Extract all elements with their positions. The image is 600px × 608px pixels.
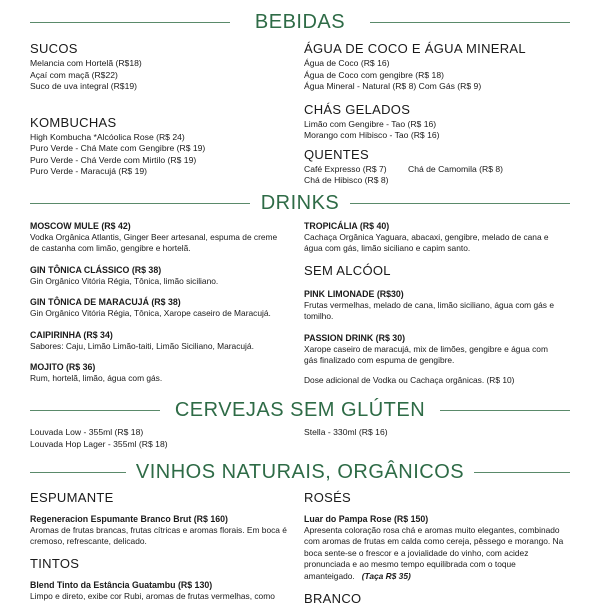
category-tintos: TINTOS	[30, 555, 80, 571]
drink-title: PINK LIMONADE (R$30)	[304, 288, 404, 299]
cervejas-right-column	[304, 427, 564, 439]
section-title-drinks: DRINKS	[251, 192, 350, 214]
menu-item: Puro Verde - Chá Verde com Mirtilo (R$ 19)	[30, 154, 197, 165]
category-kombuchas: KOMBUCHAS	[30, 114, 117, 130]
menu-item: Chá de Camomila (R$ 8)	[408, 163, 504, 174]
wine-description: cremoso, refrescante, delicado.	[30, 536, 147, 547]
menu-item: Suco de uva integral (R$19)	[30, 81, 138, 91]
drink-description: Rum, hortelã, limão, água com gás.	[30, 373, 163, 384]
menu-item: Água de Coco com gengibre (R$ 18)	[304, 69, 444, 80]
menu-item: Morango com Hibisco - Tao (R$ 16)	[304, 130, 440, 140]
category-espumante: ESPUMANTE	[30, 490, 114, 505]
category-branco: BRANCO	[304, 591, 362, 607]
vinhos-right-column	[304, 490, 574, 608]
section-header-drinks	[0, 190, 600, 216]
section-header-bebidas	[0, 9, 600, 35]
menu-item: Stella - 330ml (R$ 16)	[304, 427, 388, 437]
wine-description: pronunciada e ao mesmo tempo equilibrada com o toque	[304, 559, 516, 570]
menu-item: Água Mineral - Natural (R$ 8) Com Gás (R$ 9)	[304, 81, 482, 91]
wine-description-end: amanteigado.	[304, 570, 355, 581]
drink-description: gás finalizado com espuma de gengibre.	[304, 355, 455, 366]
wine-description: Limpo e direto, exibe cor Rubi, aromas de frutas vermelhas, como	[30, 590, 275, 601]
menu-item: Louvada Hop Lager - 355ml (R$ 18)	[30, 438, 168, 449]
section-title-cervejas: CERVEJAS SEM GLÚTEN	[165, 399, 435, 421]
drinks-right-column	[304, 220, 574, 387]
category-roses: ROSÉS	[304, 490, 352, 505]
drink-description: Gin Orgânico Vitória Régia, Tônica, Xarope caseiro de Maracujá.	[30, 308, 271, 319]
drink-description: Gin Orgânico Vitória Régia, Tônica, limão siciliano.	[30, 275, 219, 286]
menu-item: Chá de Hibisco (R$ 8)	[304, 175, 389, 185]
wine-description: com aromas de frutas em calda como cereja, pêssego e morango. Na	[304, 536, 564, 547]
category-quentes: QUENTES	[304, 146, 369, 162]
wine-title: Regeneracion Espumante Branco Brut (R$ 160)	[30, 514, 228, 524]
drink-title: TROPICÁLIA (R$ 40)	[304, 221, 390, 231]
section-header-cervejas	[0, 397, 600, 423]
menu-item: Açaí com maçã (R$22)	[30, 69, 118, 80]
bebidas-right-column	[304, 41, 574, 187]
category-sucos: SUCOS	[30, 41, 78, 56]
drink-title: MOSCOW MULE (R$ 42)	[30, 221, 131, 231]
wine-description: Apresenta coloração rosa chá e aromas muito elegantes, combinado	[304, 525, 560, 535]
wine-description: Aromas de frutas brancas, frutas cítricas e aromas florais. Em boca é	[30, 525, 287, 535]
drink-title: GIN TÔNICA DE MARACUJÁ (R$ 38)	[30, 297, 181, 308]
drinks-left-column	[30, 220, 300, 384]
drink-title: CAIPIRINHA (R$ 34)	[30, 329, 113, 340]
section-title-vinhos: VINHOS NATURAIS, ORGÂNICOS	[126, 461, 474, 483]
menu-item: High Kombucha *Alcóolica Rose (R$ 24)	[30, 131, 185, 142]
drink-title: MOJITO (R$ 36)	[30, 362, 96, 373]
wine-description	[304, 571, 574, 582]
drink-description: Frutas vermelhas, melado de cana, limão siciliano, água com gás e	[304, 299, 554, 310]
wine-description: boca sente-se o frescor e a jovialidade do vinho, com acidez	[304, 547, 529, 558]
drink-description: água com gás, limão siciliano e capim santo.	[304, 243, 471, 254]
cervejas-left-column	[30, 427, 290, 450]
drink-description: Cachaça Orgânica Yaguara, abacaxi, gengibre, melado de cana e	[304, 232, 549, 242]
drink-description: tomilho.	[304, 311, 334, 322]
drink-description: Xarope caseiro de maracujá, mix de limões, gengibre e água com	[304, 343, 548, 354]
menu-item: Café Expresso (R$ 7)	[304, 163, 387, 174]
menu-item: Louvada Low - 355ml (R$ 18)	[30, 427, 144, 437]
wine-title: Luar do Pampa Rose (R$ 150)	[304, 514, 429, 524]
wine-title: Blend Tinto da Estância Guatambu (R$ 130)	[30, 579, 213, 590]
category-sem-alcool: SEM ALCÓOL	[304, 262, 391, 278]
dose-note: Dose adicional de Vodka ou Cachaça orgânicas. (R$ 10)	[304, 375, 515, 386]
menu-item: Água de Coco (R$ 16)	[304, 58, 390, 68]
vinhos-left-column	[30, 490, 300, 602]
menu-item: Puro Verde - Maracujá (R$ 19)	[30, 166, 148, 176]
drink-description: Sabores: Caju, Limão Limão-taiti, Limão Siciliano, Maracujá.	[30, 340, 254, 351]
menu-item: Puro Verde - Chá Mate com Gengibre (R$ 19)	[30, 143, 206, 153]
category-agua: ÁGUA DE COCO E ÁGUA MINERAL	[304, 41, 526, 56]
drink-description: de castanha com limão, gengibre e hortelã.	[30, 243, 191, 254]
bebidas-left-column	[30, 41, 290, 178]
drink-title: GIN TÔNICA CLÁSSICO (R$ 38)	[30, 264, 162, 275]
menu-item: Melancia com Hortelã (R$18)	[30, 58, 142, 68]
section-title-bebidas: BEBIDAS	[245, 11, 355, 33]
glass-price: (Taça R$ 35)	[361, 570, 411, 581]
menu-item: Limão com Gengibre - Tao (R$ 16)	[304, 118, 437, 129]
drink-title: PASSION DRINK (R$ 30)	[304, 332, 406, 343]
category-chas: CHÁS GELADOS	[304, 101, 411, 117]
section-header-vinhos	[0, 459, 600, 485]
drink-description: Vodka Orgânica Atlantis, Ginger Beer artesanal, espuma de creme	[30, 232, 278, 242]
